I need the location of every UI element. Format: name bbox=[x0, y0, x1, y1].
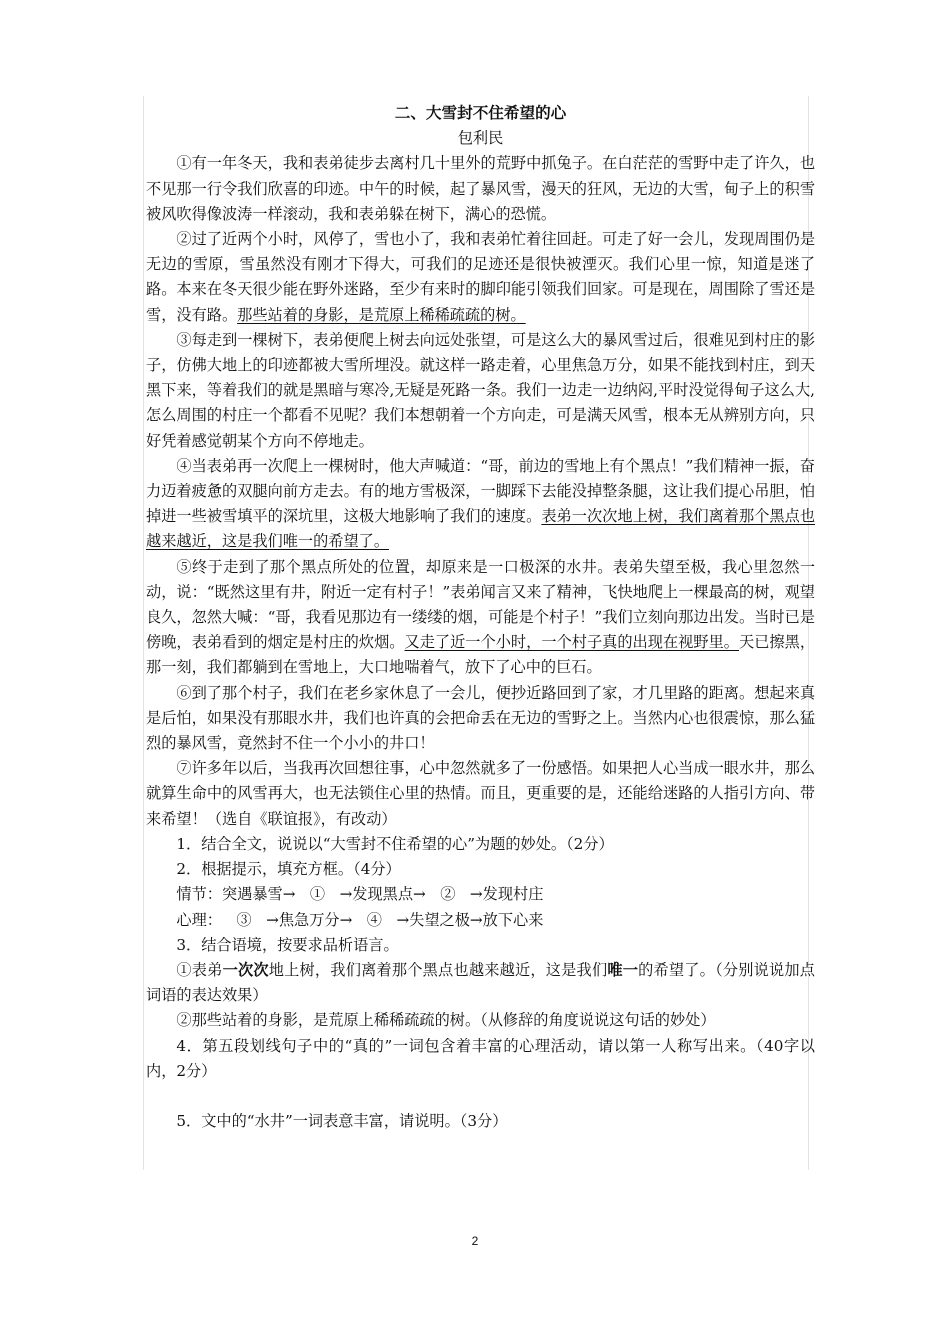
question-2: 2．根据提示，填充方框。（4分） bbox=[176, 860, 401, 879]
question-1: 1．结合全文，说说以“大雪封不住希望的心”为题的妙处。（2分） bbox=[176, 834, 614, 853]
article-author: 包利民 bbox=[457, 129, 504, 148]
answer-space bbox=[146, 1084, 815, 1109]
question-3: 3．结合语境，按要求品析语言。 bbox=[176, 935, 399, 954]
paragraph-2-text: ②过了近两个小时，风停了，雪也小了，我和表弟忙着往回赶。可走了好一会儿，发现周围仍是无边的雪原，雪虽然没有刚才下得大，可我们的足迹还是很快被湮灭。我们心里一惊，知道是迷了路。本来在冬天很少能在野外迷路，至少有来时的脚印能引领我们回家。可是现在，周围除了雪还是雪，没有路。 bbox=[146, 230, 815, 324]
article-content bbox=[146, 101, 815, 1134]
underlined-sentence-village: 又走了近一个小时，一个村子真的出现在视野里。 bbox=[404, 633, 739, 652]
paragraph-7: ⑦许多年以后，当我再次回想往事，心中忽然就多了一份感悟。如果把人心当成一眼水井，那么就算生命中的风雪再大，也无法锁住心里的热情。而且，更重要的是，还能给迷路的人指引方向、带来希望！（选自《联谊报》，有改动） bbox=[146, 759, 815, 828]
question-3a-text-3: 的希望了。（分别说说加点词语的表达效果） bbox=[146, 960, 815, 1005]
emphasized-word-yicici: 一次次 bbox=[222, 960, 269, 979]
paragraph-5-text-end: 天已擦黑，那一刻，我们都躺到在雪地上，大口地喘着气，放下了心中的巨石。 bbox=[146, 633, 816, 677]
question-3b: ②那些站着的身影，是荒原上稀稀疏疏的树。（从修辞的角度说说这句话的妙处） bbox=[176, 1011, 716, 1030]
question-5: 5．文中的“水井”一词表意丰富，请说明。（3分） bbox=[176, 1111, 508, 1130]
paragraph-4 bbox=[146, 454, 815, 555]
paragraph-4-text: ④当表弟再一次爬上一棵树时，他大声喊道：“哥，前边的雪地上有个黑点！”我们精神一振，奋力迈着疲惫的双腿向前方走去。有的地方雪极深，一脚踩下去能没掉整条腿，这让我们提心吊胆，怕掉进一些被雪填平的深坑里，这极大地影响了我们的速度。 bbox=[146, 456, 815, 526]
question-2-mind-row: 心理： ③ →焦急万分→ ④ →失望之极→放下心来 bbox=[176, 910, 544, 929]
paragraph-1: ①有一年冬天，我和表弟徒步去离村几十里外的荒野中抓兔子。在白茫茫的雪野中走了许久，也不见那一行令我们欣喜的印迹。中午的时候，起了暴风雪，漫天的狂风，无边的大雪，甸子上的积雪被风吹得像波涛一样滚动，我和表弟躲在树下，满心的恐慌。 bbox=[146, 154, 815, 223]
question-3a-text-2: 地上树，我们离着那个黑点也越来越近，这是我们 bbox=[268, 960, 608, 979]
question-4: 4．第五段划线句子中的“真的”一词包含着丰富的心理活动，请以第一人称写出来。（40字以内，2分） bbox=[146, 1036, 815, 1080]
emphasized-word-weiyi: 唯一 bbox=[607, 960, 639, 979]
paragraph-2 bbox=[146, 227, 815, 328]
paragraph-6: ⑥到了那个村子，我们在老乡家休息了一会儿，便抄近路回到了家，才几里路的距离。想起来真是后怕，如果没有那眼水井，我们也许真的会把命丢在无边的雪野之上。当然内心也很震惊，那么猛烈的暴风雪，竟然封不住一个小小的井口！ bbox=[146, 683, 815, 753]
question-3a-text-1: ①表弟 bbox=[176, 960, 223, 979]
paragraph-5-text: ⑤终于走到了那个黑点所处的位置，却原来是一口极深的水井。表弟失望至极，我心里忽然一动，说：“既然这里有井，附近一定有村子！”表弟闻言又来了精神，飞快地爬上一棵最高的树，观望良久，忽然大喊：“哥，我看见那边有一缕缕的烟，可能是个村子！”我们立刻向那边出发。当时已是傍晚，表弟看到的烟定是村庄的炊烟。 bbox=[146, 557, 815, 652]
underlined-sentence-hope: 表弟一次次地上树，我们离着那个黑点也越来越近，这是我们唯一的希望了。 bbox=[146, 507, 816, 551]
paragraph-3: ③每走到一棵树下，表弟便爬上树去向远处张望，可是这么大的暴风雪过后，很难见到村庄的影子，仿佛大地上的印迹都被大雪所埋没。就这样一路走着，心里焦急万分，如果不能找到村庄，到天黑下来，等着我们的就是黑暗与寒冷,无疑是死路一条。我们一边走一边纳闷,平时没觉得甸子这么大,怎么周围的村庄一个都看不见呢？我们本想朝着一个方向走，可是满天风雪，根本无从辨别方向，只好凭着感觉朝某个方向不停地走。 bbox=[146, 330, 815, 450]
paragraph-5 bbox=[146, 555, 815, 681]
left-margin-line bbox=[143, 96, 144, 1170]
question-2-plot-row: 情节：突遇暴雪→ ① →发现黑点→ ② →发现村庄 bbox=[176, 885, 544, 904]
underlined-sentence-trees: 那些站着的身影，是荒原上稀稀疏疏的树。 bbox=[237, 305, 526, 324]
article-title: 二、大雪封不住希望的心 bbox=[394, 104, 567, 122]
page-number: 2 bbox=[471, 1234, 479, 1248]
question-3a bbox=[146, 958, 815, 1008]
